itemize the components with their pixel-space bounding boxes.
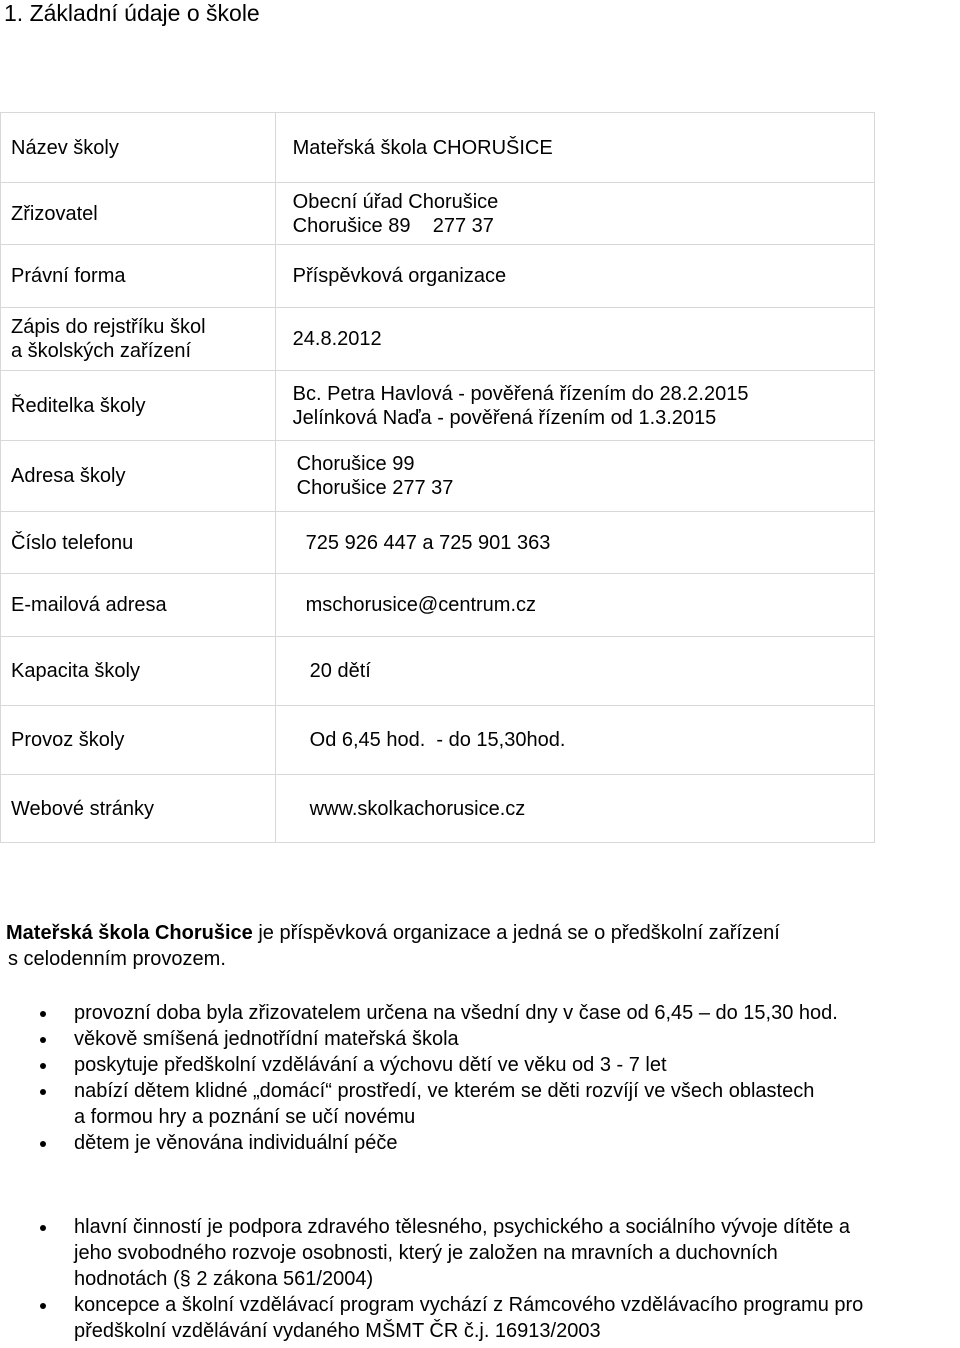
school-name: Mateřská škola Chorušice (6, 922, 253, 944)
table-row (1, 245, 875, 308)
row-label: Kapacita školy (1, 637, 276, 706)
row-label: E-mailová adresa (1, 574, 276, 637)
list-item (0, 1292, 863, 1344)
row-value: 20 dětí (275, 637, 874, 706)
row-value-line: Chorušice 277 37 (296, 477, 454, 499)
row-value: Od 6,45 hod. - do 15,30hod. (275, 706, 874, 775)
list-item (0, 1130, 838, 1156)
row-label-line: Zápis do rejstříku škol (11, 316, 206, 338)
row-label: Ředitelka školy (1, 371, 276, 441)
row-value: Příspěvková organizace (275, 245, 874, 308)
list-item-text: hodnotách (§ 2 zákona 561/2004) (74, 1268, 374, 1290)
list-item (0, 1052, 838, 1078)
list-item-text: poskytuje předškolní vzdělávání a výchovu dětí ve věku od 3 - 7 let (74, 1054, 667, 1076)
list-item-text: předškolní vzdělávání vydaného MŠMT ČR č.j. 16913/2003 (74, 1320, 601, 1342)
table-row (1, 775, 875, 843)
bullet-icon (40, 1141, 46, 1147)
row-value: mschorusice@centrum.cz (275, 574, 874, 637)
list-item-text: jeho svobodného rozvoje osobnosti, který je založen na mravních a duchovních (74, 1242, 778, 1264)
row-value-line: Bc. Petra Havlová - pověřená řízením do 28.2.2015 (292, 382, 749, 405)
table-row (1, 706, 875, 775)
row-label: Číslo telefonu (1, 512, 276, 574)
list-item-text: nabízí dětem klidné „domácí“ prostředí, ve kterém se děti rozvíjí ve všech oblastech (74, 1080, 815, 1102)
table-row (1, 183, 875, 245)
row-label: Webové stránky (1, 775, 276, 843)
list-item (0, 1026, 838, 1052)
list-item (0, 1078, 838, 1130)
list-item-text: věkově smíšená jednotřídní mateřská škola (74, 1028, 459, 1050)
list-item-text: provozní doba byla zřizovatelem určena na všední dny v čase od 6,45 – do 15,30 hod. (74, 1002, 838, 1024)
list-item-text: a formou hry a poznání se učí novému (74, 1106, 416, 1128)
bullet-list-features (0, 1000, 838, 1156)
row-label: Název školy (1, 113, 276, 183)
table-row (1, 441, 875, 512)
page-heading: 1. Základní údaje o škole (4, 0, 260, 26)
list-item-text: dětem je věnována individuální péče (74, 1132, 398, 1154)
row-label: Zřizovatel (1, 183, 276, 245)
table-row (1, 308, 875, 371)
bullet-icon (40, 1303, 46, 1309)
bullet-icon (40, 1011, 46, 1017)
bullet-list-mission (0, 1214, 863, 1344)
row-label (1, 308, 276, 371)
row-value: 24.8.2012 (275, 308, 874, 371)
row-value-line: Chorušice 89 277 37 (292, 214, 494, 237)
row-label: Provoz školy (1, 706, 276, 775)
row-value: Mateřská škola CHORUŠICE (275, 113, 874, 183)
bullet-icon (40, 1089, 46, 1095)
intro-text-line2: s celodenním provozem. (8, 948, 226, 970)
intro-text: je příspěvková organizace a jedná se o předškolní zařízení (252, 922, 780, 944)
row-label: Adresa školy (1, 441, 276, 512)
bullet-icon (40, 1225, 46, 1231)
intro-paragraph (6, 920, 780, 972)
list-item (0, 1214, 863, 1292)
row-value: 725 926 447 a 725 901 363 (275, 512, 874, 574)
table-row (1, 371, 875, 441)
table-row (1, 574, 875, 637)
table-row (1, 637, 875, 706)
row-value-line: Jelínková Naďa - pověřená řízením od 1.3.2015 (292, 406, 717, 429)
table-row (1, 512, 875, 574)
list-item-text: hlavní činností je podpora zdravého tělesného, psychického a sociálního vývoje dítěte a (74, 1216, 851, 1238)
bullet-icon (40, 1037, 46, 1043)
table-row (1, 113, 875, 183)
row-value-line: Chorušice 99 (296, 453, 415, 475)
row-value-line: Obecní úřad Chorušice (292, 190, 499, 213)
list-item-text: koncepce a školní vzdělávací program vychází z Rámcového vzdělávacího programu pro (74, 1294, 864, 1316)
row-label: Právní forma (1, 245, 276, 308)
school-info-table (0, 112, 875, 843)
list-item (0, 1000, 838, 1026)
row-value (275, 183, 874, 245)
bullet-icon (40, 1063, 46, 1069)
row-value (275, 371, 874, 441)
row-value (275, 441, 874, 512)
row-value: www.skolkachorusice.cz (275, 775, 874, 843)
row-label-line: a školských zařízení (11, 340, 192, 362)
